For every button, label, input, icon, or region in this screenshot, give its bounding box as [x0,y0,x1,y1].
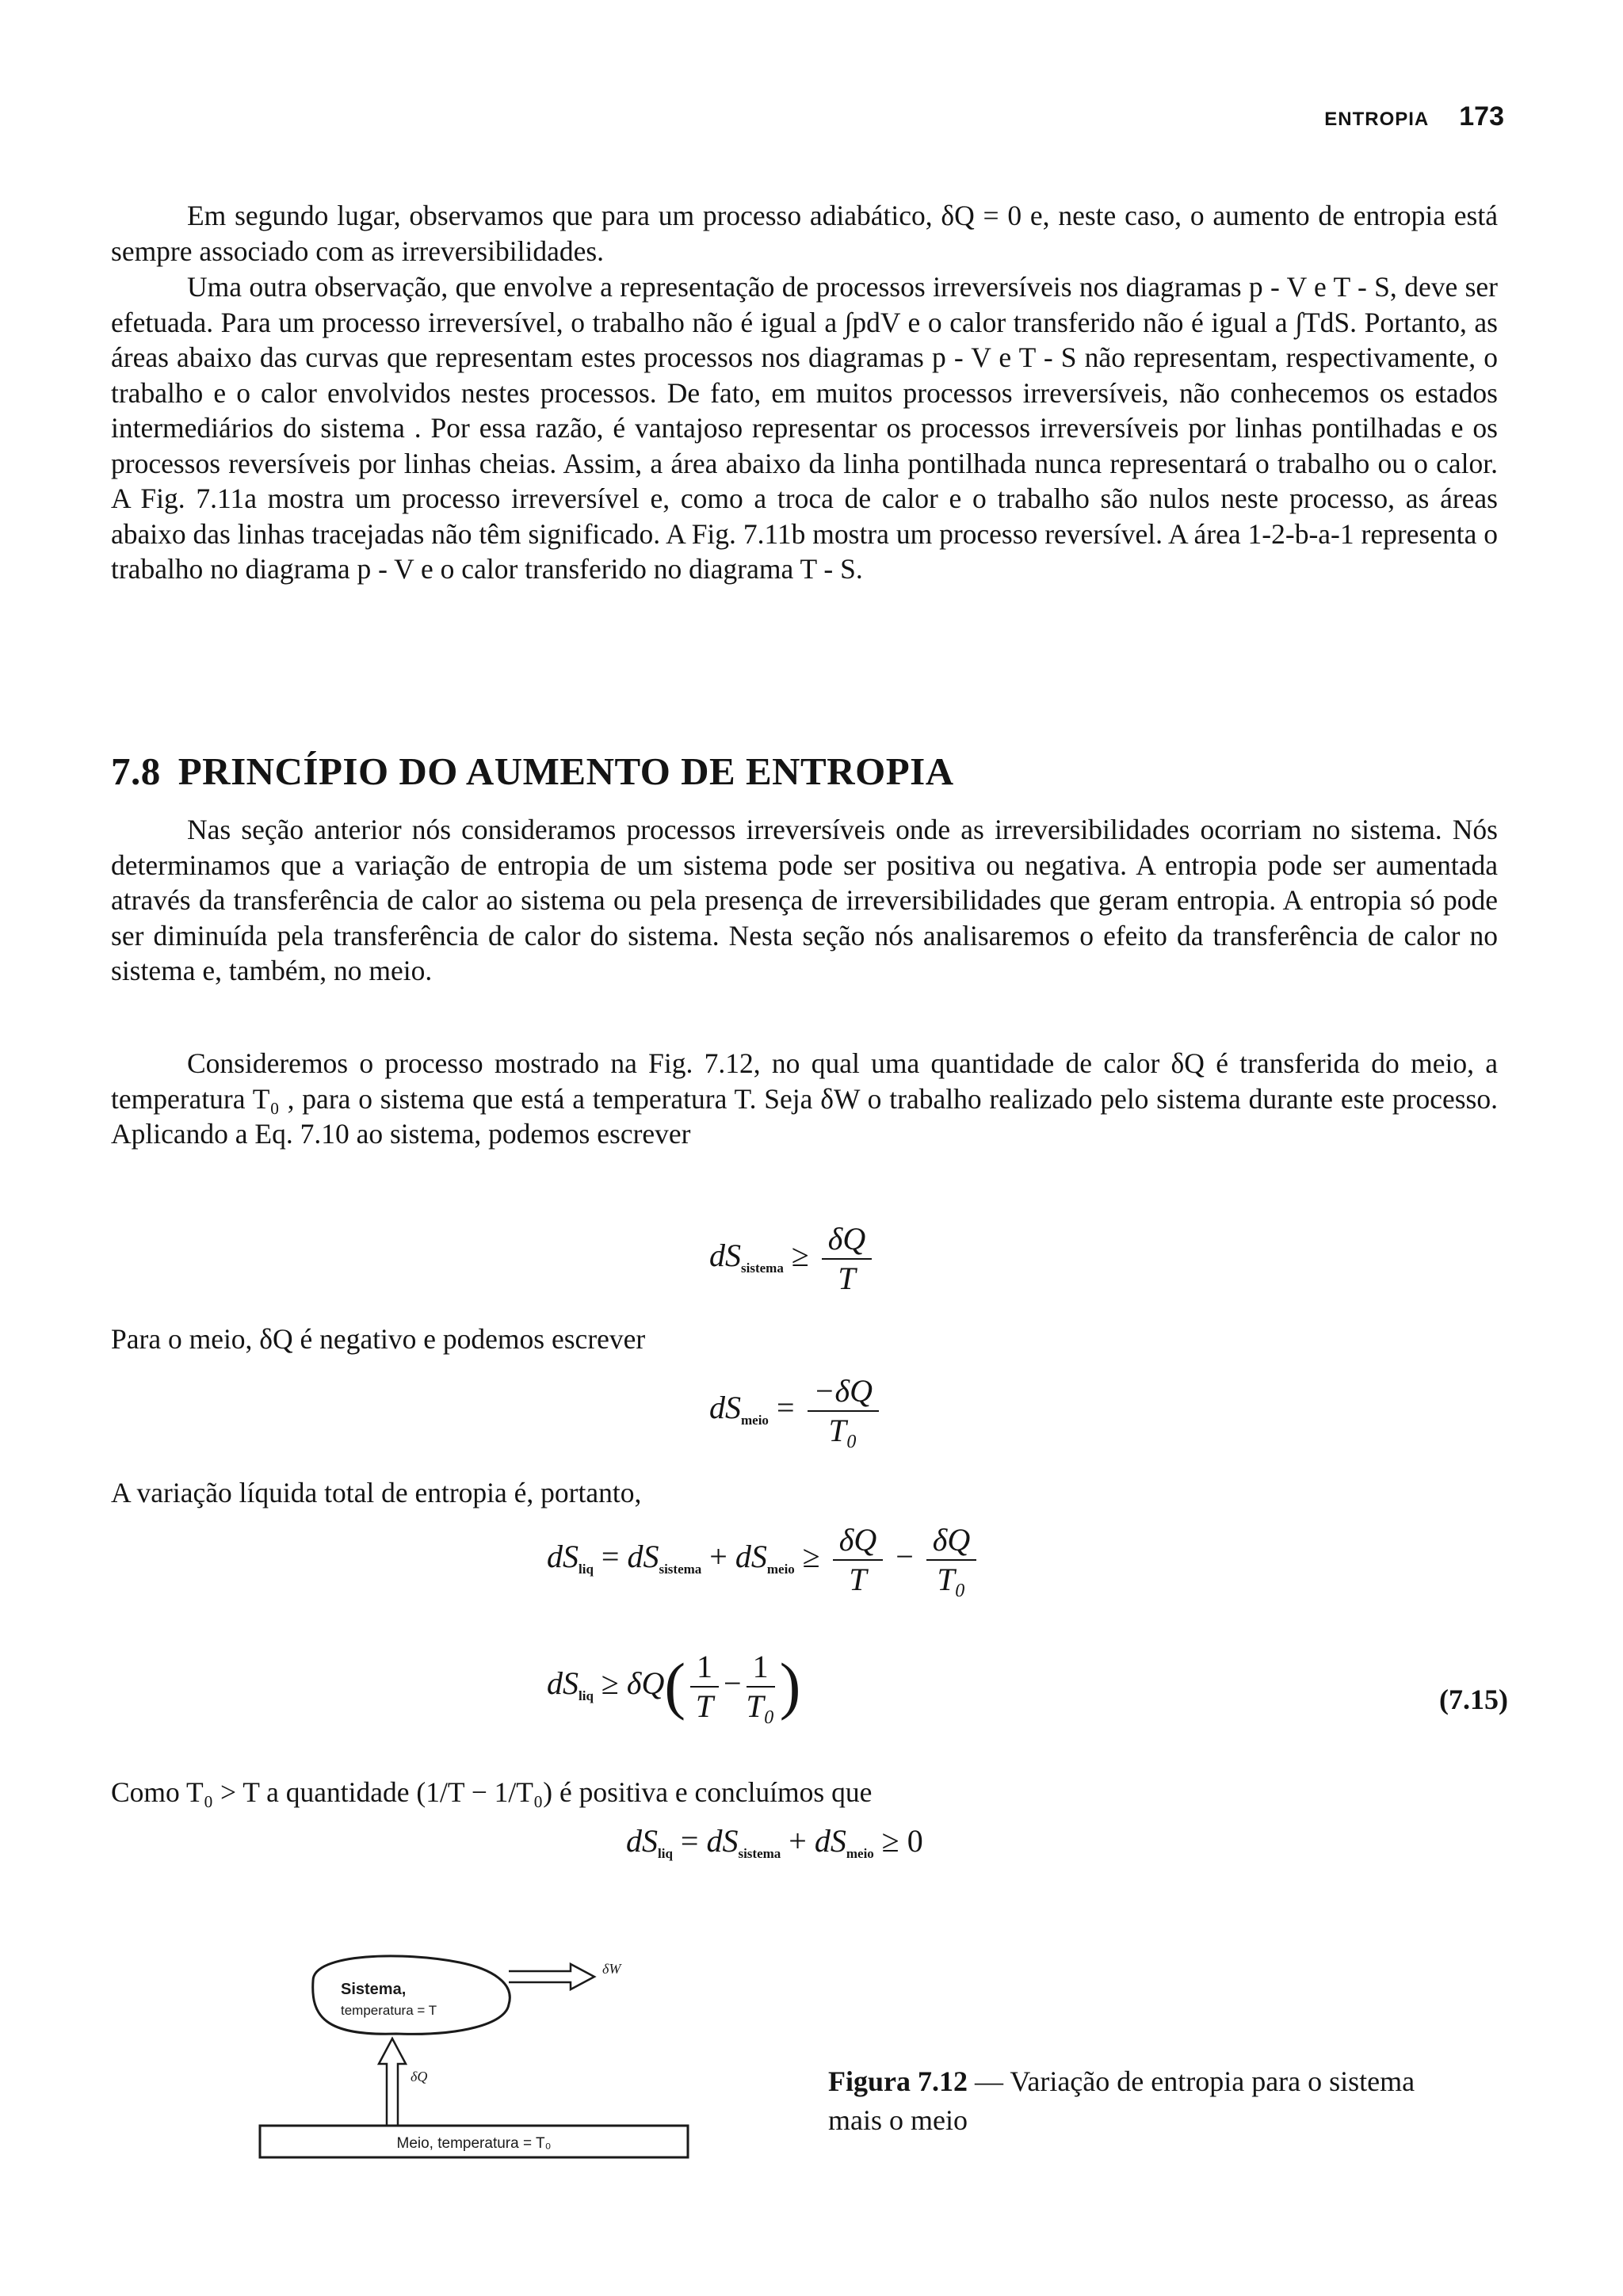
paragraph-process-description: Consideremos o processo mostrado na Fig. 7.12, no qual uma quantidade de calor δQ é transferida do meio, a temperatura T₀ , para o sistema que está a temperatura T. Seja δW o trabalho realizado pelo sistema durante este processo. Aplicando a Eq. 7.10 ao sistema, podemos escrever [111,1047,1498,1150]
figure-caption-label: Figura 7.12 [828,2065,968,2097]
page-number: 173 [1459,101,1504,132]
equation-number: (7.15) [1439,1684,1508,1715]
surroundings-label: Meio, temperatura = T₀ [396,2135,552,2152]
work-label: δW [602,1961,621,1977]
equation-system-entropy: $dS_{sistema}$ ≥ $\frac{\delta Q}{T}$ [709,1220,876,1298]
running-header [1324,101,1504,132]
figure-system-surroundings [254,1945,761,2167]
equation-net-entropy: $dS_{liq} = dS_{sistema} + dS_{meio}$ ≥ $\frac{\delta Q}{T}$ − $\frac{\delta Q}{\text{T₀}}$ [547,1521,981,1599]
figure-caption-text: — Variação de entropia para o sistema mais o meio [828,2065,1415,2136]
system-label-temperature: temperatura = T [341,2003,437,2018]
section-heading [111,749,954,794]
section-title: PRINCÍPIO DO AUMENTO DE ENTROPIA [178,749,954,793]
header-section-name: ENTROPIA [1324,109,1430,130]
paragraph-conclusion: Como T₀ > T a quantidade (1/T − 1/T₀) é positiva e concluímos que [111,1776,873,1808]
paragraph-net-change: A variação líquida total de entropia é, portanto, [111,1477,642,1508]
equation-entropy-increase: $dS_{liq} = dS_{sistema} + dS_{meio} \ge 0$ [626,1823,923,1861]
equation-7-15: $dS_{liq} \ge \delta Q$( $\frac{1}{T}$ − $\frac{1}{\text{T₀}}$ ) [547,1649,801,1724]
figure-caption [828,2062,1430,2140]
work-arrow [509,1964,594,1989]
paragraph-section-intro: Nas seção anterior nós consideramos processos irreversíveis onde as irreversibilidades ocorriam no sistema. Nós determinamos que a variação de entropia de um sistema pode ser positiva ou negativa. A entropia pode ser aumentada através da transferência de calor ao sistema ou pela presença de irreversibilidades que geram entropia. A entropia só pode ser diminuída pela transferência de calor do sistema. Nesta seção nós analisaremos o efeito da transferência de calor no sistema e, também, no meio. [111,814,1498,986]
equation-surroundings-entropy: $dS_{meio}$ = $\frac{-\delta Q}{\text{T₀}}$ [709,1372,884,1450]
heat-arrow [379,2039,406,2126]
paragraph-adiabatic: Em segundo lugar, observamos que para um processo adiabático, δQ = 0 e, neste caso, o aumento de entropia está sempre associado com as irreversibilidades. [111,200,1498,267]
system-label-name: Sistema, [341,1981,407,1998]
heat-label: δQ [411,2069,428,2084]
paragraph-surroundings: Para o meio, δQ é negativo e podemos escrever [111,1323,646,1355]
section-number: 7.8 [111,749,161,793]
paragraph-irreversible-diagrams: Uma outra observação, que envolve a representação de processos irreversíveis nos diagramas p - V e T - S, deve ser efetuada. Para um processo irreversível, o trabalho não é igual a ∫pdV e o calor transferido não é igual a ∫TdS. Portanto, as áreas abaixo das curvas que representam estes processos nos diagramas p - V e T - S não representam, respectivamente, o trabalho e o calor envolvidos nestes processos. De fato, em muitos processos irreversíveis, não conhecemos os estados intermediários do sistema . Por essa razão, é vantajoso representar os processos irreversíveis por linhas pontilhadas e os processos reversíveis por linhas cheias. Assim, a área abaixo da linha pontilhada nunca representará o trabalho ou o calor. A Fig. 7.11a mostra um processo irreversível e, como a troca de calor e o trabalho são nulos neste processo, as áreas abaixo das linhas tracejadas não têm significado. A Fig. 7.11b mostra um processo reversível. A área 1-2-b-a-1 representa o trabalho no diagrama p - V e o calor transferido no diagrama T - S. [111,271,1498,585]
